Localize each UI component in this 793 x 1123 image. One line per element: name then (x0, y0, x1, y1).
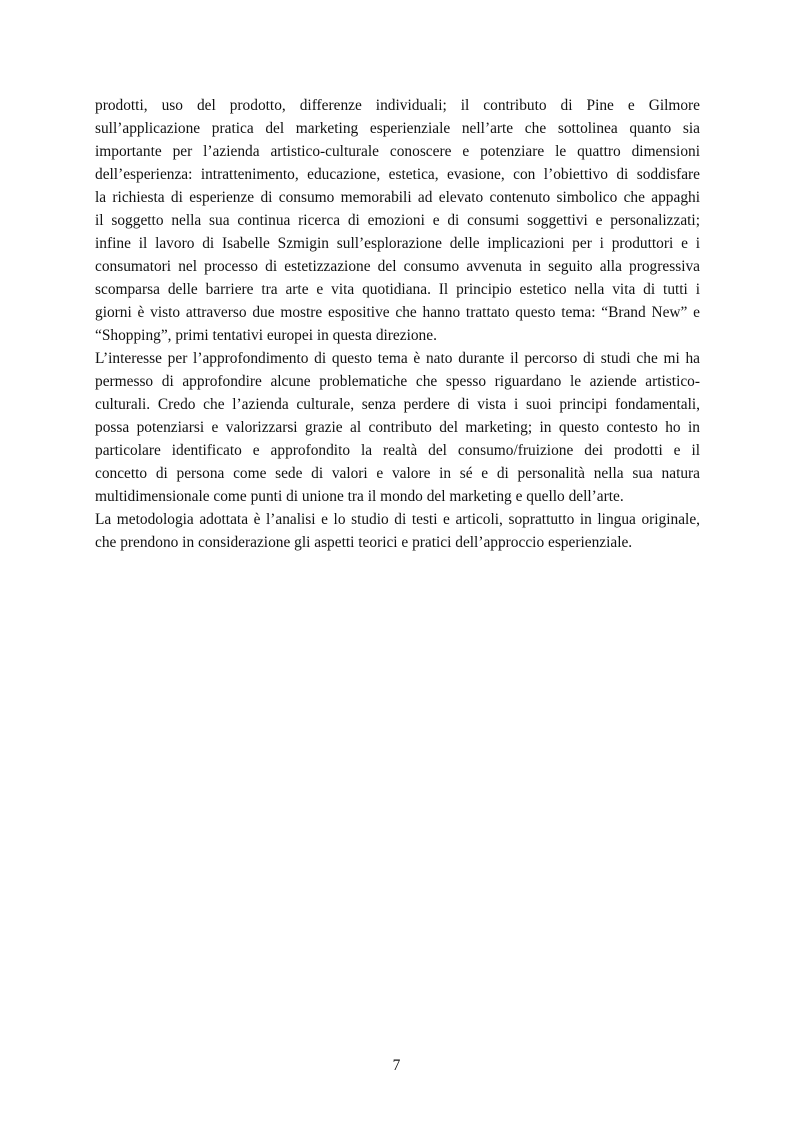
text-line: importante per l’azienda artistico-culturale conoscere e potenziare le quattro dimensioni (95, 143, 700, 160)
text-line: L’interesse per l’approfondimento di questo tema è nato durante il percorso di studi che mi ha (95, 350, 700, 367)
text-line: sull’applicazione pratica del marketing esperienziale nell’arte che sottolinea quanto sia (95, 120, 700, 137)
text-line: culturali. Credo che l’azienda culturale, senza perdere di vista i suoi principi fondamentali, (95, 396, 700, 413)
text-line: che prendono in considerazione gli aspetti teorici e pratici dell’approccio esperienziale. (95, 534, 633, 551)
text-line: giorni è visto attraverso due mostre espositive che hanno trattato questo tema: “Brand New” e (95, 304, 700, 321)
text-line: scomparsa delle barriere tra arte e vita quotidiana. Il principio estetico nella vita di tutti i (95, 281, 700, 298)
text-line: “Shopping”, primi tentativi europei in questa direzione. (95, 327, 437, 344)
text-line: la richiesta di esperienze di consumo memorabili ad elevato contenuto simbolico che appaghi (95, 189, 700, 206)
text-line: prodotti, uso del prodotto, differenze individuali; il contributo di Pine e Gilmore (95, 97, 700, 114)
text-line: La metodologia adottata è l’analisi e lo studio di testi e articoli, soprattutto in lingua originale, (95, 511, 700, 528)
text-line: concetto di persona come sede di valori e valore in sé e di personalità nella sua natura (95, 465, 700, 482)
page-number: 7 (392, 1057, 401, 1074)
paragraph-2 (95, 347, 700, 508)
text-line: multidimensionale come punti di unione tra il mondo del marketing e quello dell’arte. (95, 488, 624, 505)
text-line: dell’esperienza: intrattenimento, educazione, estetica, evasione, con l’obiettivo di soddisfare (95, 166, 700, 183)
paragraph-3 (95, 508, 700, 554)
text-line: il soggetto nella sua continua ricerca di emozioni e di consumi soggettivi e personalizzati; (95, 212, 700, 229)
text-line: infine il lavoro di Isabelle Szmigin sull’esplorazione delle implicazioni per i produttori e i (95, 235, 700, 252)
body-text (95, 94, 700, 554)
paragraph-1 (95, 94, 700, 347)
text-line: possa potenziarsi e valorizzarsi grazie al contributo del marketing; in questo contesto ho in (95, 419, 700, 436)
text-line: particolare identificato e approfondito la realtà del consumo/fruizione dei prodotti e il (95, 442, 700, 459)
text-line: permesso di approfondire alcune problematiche che spesso riguardano le aziende artistico- (95, 373, 700, 390)
text-line: consumatori nel processo di estetizzazione del consumo avvenuta in seguito alla progressiva (95, 258, 700, 275)
